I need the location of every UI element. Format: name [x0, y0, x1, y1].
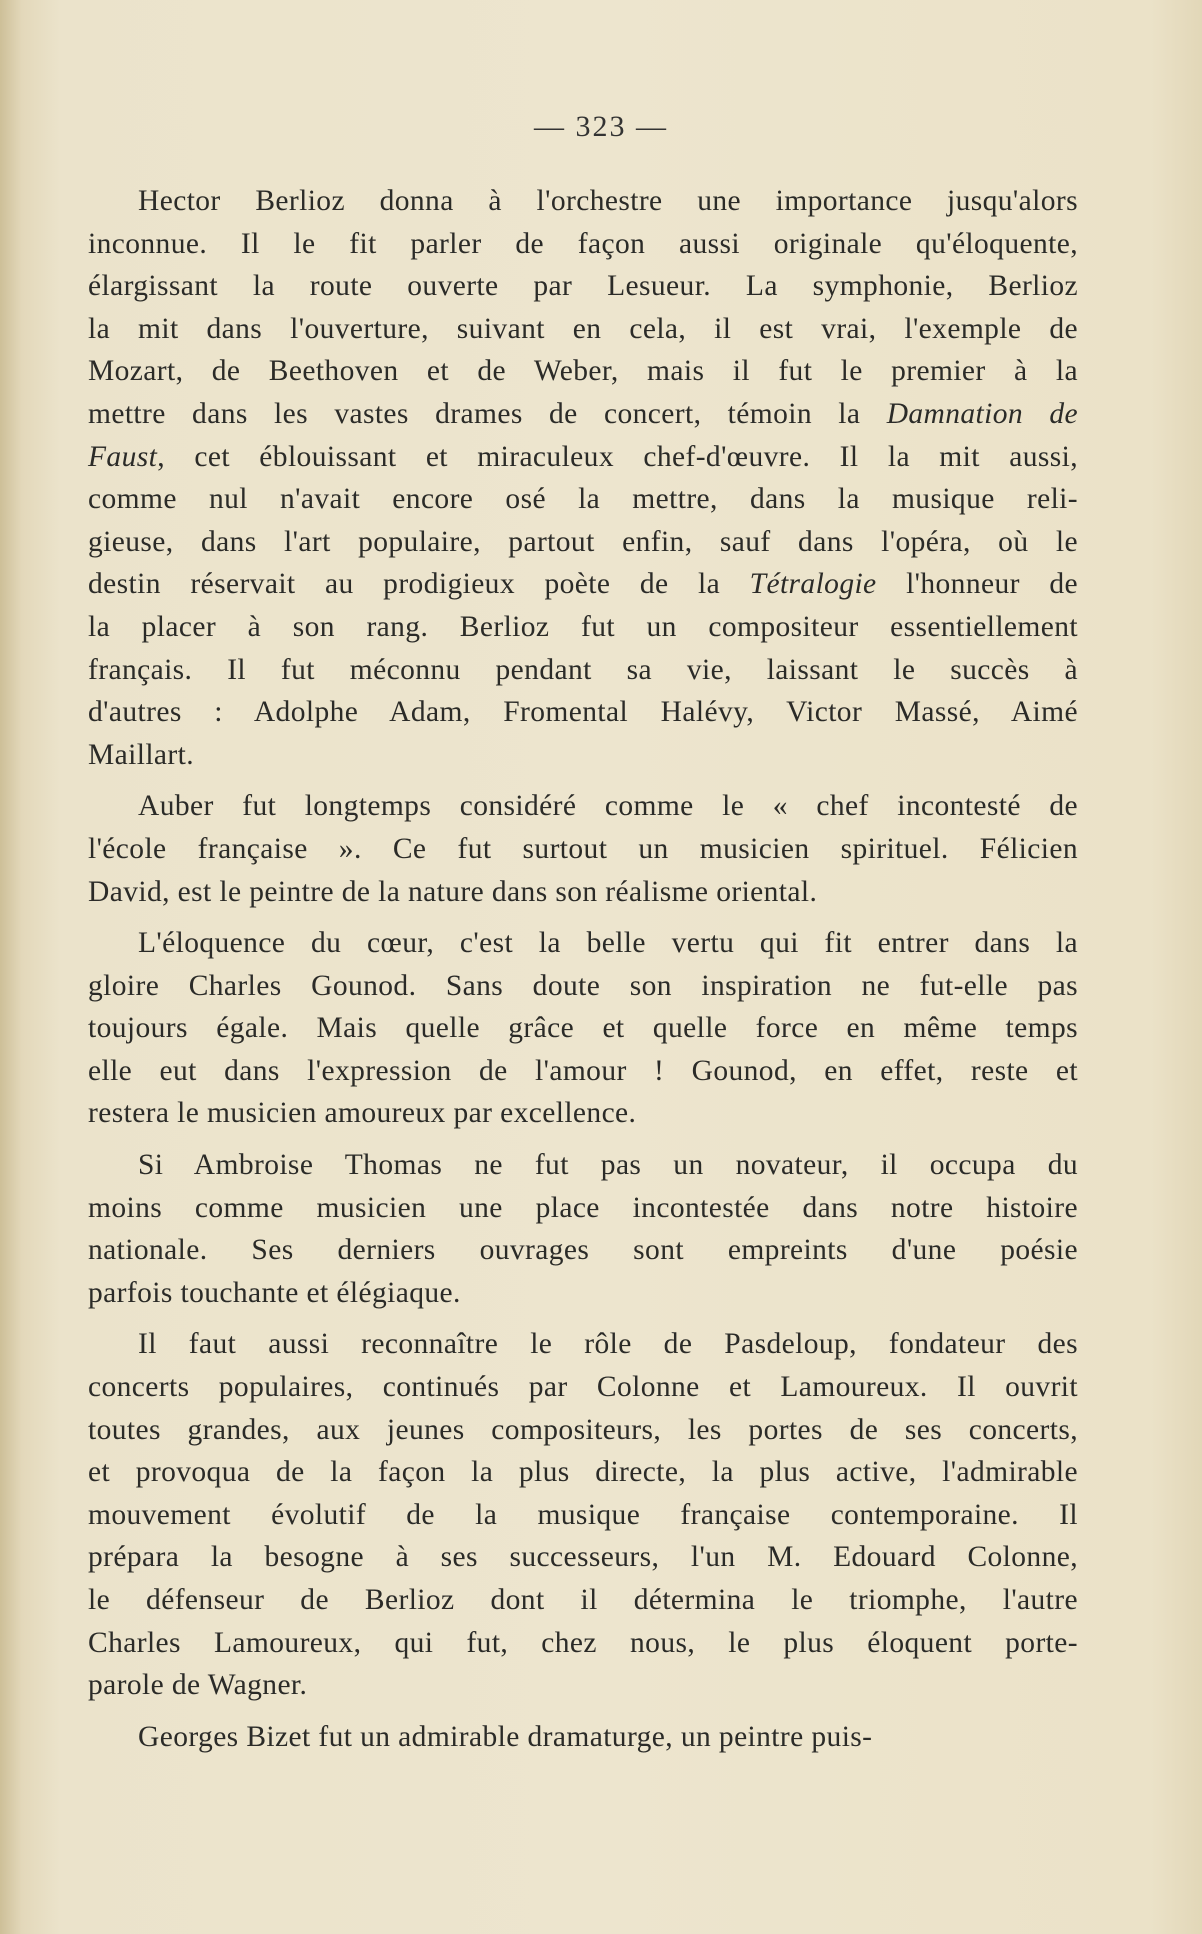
text-line: mouvement évolutif de la musique française contemporaine. Il — [88, 1498, 1078, 1531]
text-line: élargissant la route ouverte par Lesueur. La symphonie, Berlioz — [88, 270, 1078, 303]
text-line: Maillart. — [88, 738, 195, 771]
text-line: Charles Lamoureux, qui fut, chez nous, le plus éloquent porte- — [88, 1626, 1078, 1659]
text-line: concerts populaires, continués par Colonne et Lamoureux. Il ouvrit — [88, 1371, 1078, 1404]
text-line: destin réservait au prodigieux poète de la Tétralogie l'honneur de — [88, 568, 1078, 601]
paragraph — [88, 1144, 1078, 1314]
text-line: Faust, cet éblouissant et miraculeux chef-d'œuvre. Il la mit aussi, — [88, 440, 1078, 473]
text-line: français. Il fut méconnu pendant sa vie, laissant le succès à — [88, 653, 1078, 686]
text-line: gloire Charles Gounod. Sans doute son inspiration ne fut-elle pas — [88, 969, 1078, 1002]
text-line: elle eut dans l'expression de l'amour ! Gounod, en effet, reste et — [88, 1054, 1078, 1087]
text-line: l'école française ». Ce fut surtout un musicien spirituel. Félicien — [88, 832, 1078, 865]
text-line: mettre dans les vastes drames de concert, témoin la Damnation de — [88, 397, 1078, 430]
text-line: restera le musicien amoureux par excellence. — [88, 1097, 637, 1130]
text-line: et provoqua de la façon la plus directe, la plus active, l'admirable — [88, 1456, 1078, 1489]
text-line: Il faut aussi reconnaître le rôle de Pasdeloup, fondateur des — [138, 1328, 1078, 1361]
text-line: gieuse, dans l'art populaire, partout enfin, sauf dans l'opéra, où le — [88, 525, 1078, 558]
body-text — [88, 180, 1078, 1767]
text-line: la mit dans l'ouverture, suivant en cela, il est vrai, l'exemple de — [88, 312, 1078, 345]
text-line: nationale. Ses derniers ouvrages sont empreints d'une poésie — [88, 1234, 1078, 1267]
text-line: Si Ambroise Thomas ne fut pas un novateur, il occupa du — [138, 1149, 1078, 1182]
text-line: le défenseur de Berlioz dont il détermina le triomphe, l'autre — [88, 1584, 1078, 1616]
paragraph — [88, 922, 1078, 1135]
text-line: parole de Wagner. — [88, 1669, 308, 1702]
text-line: la placer à son rang. Berlioz fut un compositeur essentiellement — [88, 610, 1078, 643]
text-line: inconnue. Il le fit parler de façon aussi originale qu'éloquente, — [88, 227, 1078, 260]
text-line: comme nul n'avait encore osé la mettre, dans la musique reli- — [88, 483, 1078, 516]
paragraph — [88, 785, 1078, 913]
text-line: prépara la besogne à ses successeurs, l'un M. Edouard Colonne, — [88, 1541, 1078, 1574]
text-line: David, est le peintre de la nature dans son réalisme oriental. — [88, 875, 818, 908]
text-line: Georges Bizet fut un admirable dramaturge, un peintre puis- — [138, 1720, 873, 1753]
text-line: moins comme musicien une place incontestée dans notre histoire — [88, 1191, 1078, 1224]
paragraph — [88, 1716, 1078, 1759]
text-line: toujours égale. Mais quelle grâce et quelle force en même temps — [88, 1012, 1078, 1045]
text-line: Mozart, de Beethoven et de Weber, mais il fut le premier à la — [88, 355, 1078, 388]
page-number: — 323 — — [534, 110, 668, 143]
paragraph — [88, 180, 1078, 776]
text-line: d'autres : Adolphe Adam, Fromental Halévy, Victor Massé, Aimé — [88, 696, 1078, 729]
text-line: L'éloquence du cœur, c'est la belle vertu qui fit entrer dans la — [138, 927, 1078, 960]
text-line: toutes grandes, aux jeunes compositeurs, les portes de ses concerts, — [88, 1413, 1078, 1446]
paragraph — [88, 1323, 1078, 1706]
text-line: parfois touchante et élégiaque. — [88, 1276, 461, 1309]
text-line: Auber fut longtemps considéré comme le « chef incontesté de — [138, 790, 1078, 823]
text-line: Hector Berlioz donna à l'orchestre une importance jusqu'alors — [138, 185, 1078, 217]
